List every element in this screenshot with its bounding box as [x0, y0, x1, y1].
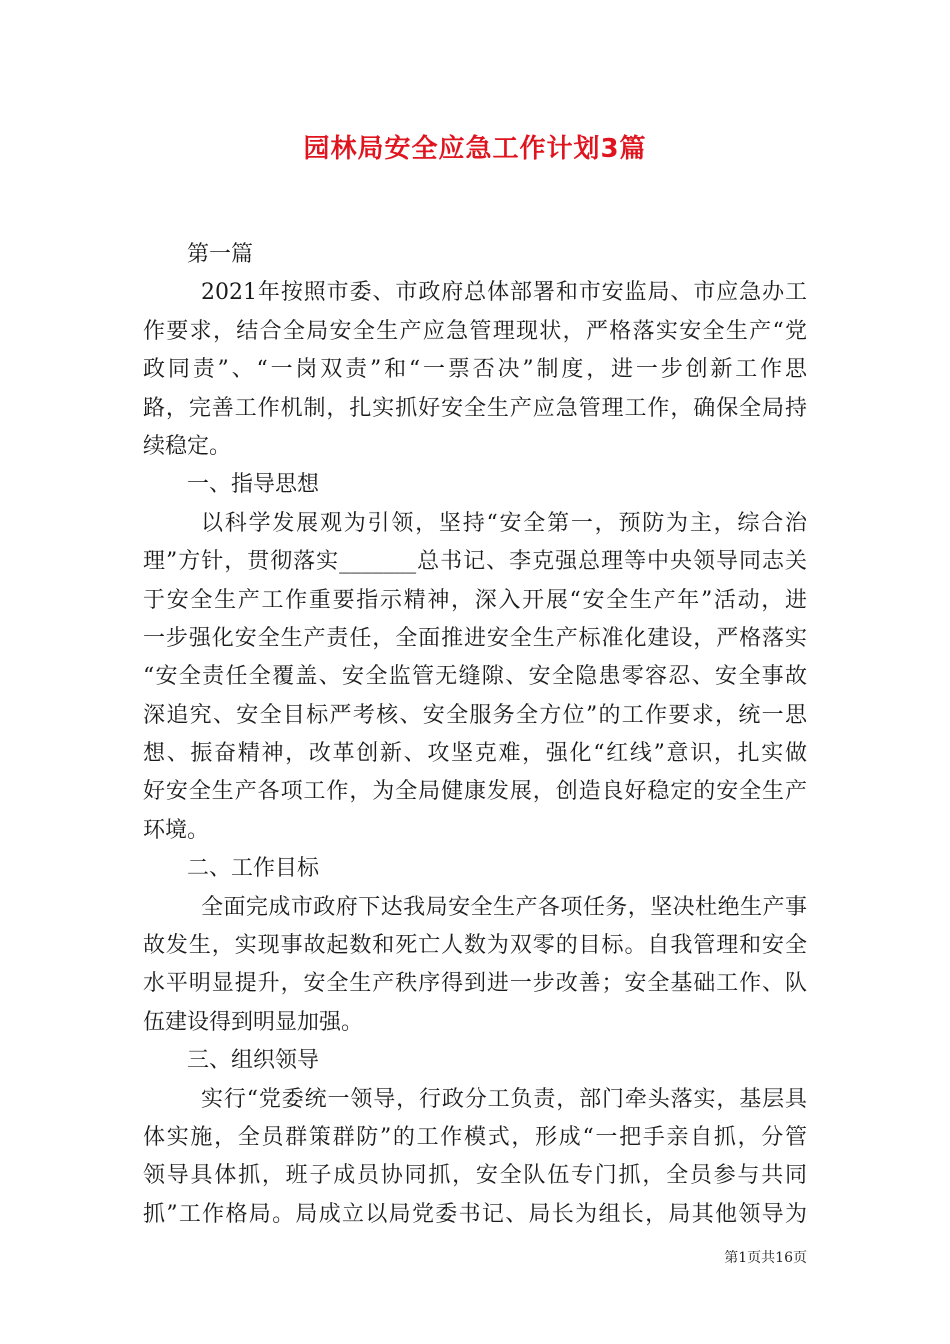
- body-line: 一步强化安全生产责任，全面推进安全生产标准化建设，严格落实: [143, 625, 807, 651]
- document-title: 园林局安全应急工作计划3篇: [303, 134, 647, 164]
- body-line: 以科学发展观为引领，坚持“安全第一，预防为主，综合治: [201, 510, 807, 536]
- body-line: 理”方针，贯彻落实_______总书记、李克强总理等中央领导同志关: [143, 549, 807, 575]
- body-line: 领导具体抓，班子成员协同抓，安全队伍专门抓，全员参与共同: [143, 1163, 807, 1189]
- body-line: 于安全生产工作重要指示精神，深入开展“安全生产年”活动，进: [143, 587, 807, 613]
- body-line: 深追究、安全目标严考核、安全服务全方位”的工作要求，统一思: [143, 702, 807, 728]
- page-footer: 第1页共16页: [724, 1250, 807, 1266]
- section-heading: 第一篇: [187, 242, 254, 267]
- body-line: 路，完善工作机制，扎实抓好安全生产应急管理工作，确保全局持: [143, 395, 807, 421]
- section-heading: 三、组织领导: [187, 1048, 320, 1074]
- section-heading: 二、工作目标: [187, 856, 320, 882]
- section-heading: 一、指导思想: [187, 472, 320, 498]
- body-line: 好安全生产各项工作，为全局健康发展，创造良好稳定的安全生产: [143, 779, 807, 805]
- body-line: 伍建设得到明显加强。: [143, 1009, 364, 1035]
- body-line: 故发生，实现事故起数和死亡人数为双零的目标。自我管理和安全: [143, 933, 807, 959]
- body-line: 续稳定。: [143, 433, 232, 459]
- document-body: [143, 236, 807, 1234]
- body-line: 实行“党委统一领导，行政分工负责，部门牵头落实，基层具: [201, 1086, 807, 1112]
- body-line: 想、振奋精神，改革创新、攻坚克难，强化“红线”意识，扎实做: [143, 741, 807, 767]
- body-line: 水平明显提升，安全生产秩序得到进一步改善；安全基础工作、队: [143, 971, 807, 997]
- body-line: 抓”工作格局。局成立以局党委书记、局长为组长，局其他领导为: [143, 1201, 807, 1227]
- body-line: 全面完成市政府下达我局安全生产各项任务，坚决杜绝生产事: [201, 894, 807, 920]
- body-line: 2021年按照市委、市政府总体部署和市安监局、市应急办工: [201, 280, 807, 306]
- body-line: 环境。: [143, 817, 210, 843]
- body-line: 体实施，全员群策群防”的工作模式，形成“一把手亲自抓，分管: [143, 1124, 807, 1150]
- body-line: 作要求，结合全局安全生产应急管理现状，严格落实安全生产“党: [143, 318, 807, 344]
- body-line: 政同责”、“一岗双责”和“一票否决”制度，进一步创新工作思: [143, 357, 807, 383]
- body-line: “安全责任全覆盖、安全监管无缝隙、安全隐患零容忍、安全事故: [143, 664, 807, 690]
